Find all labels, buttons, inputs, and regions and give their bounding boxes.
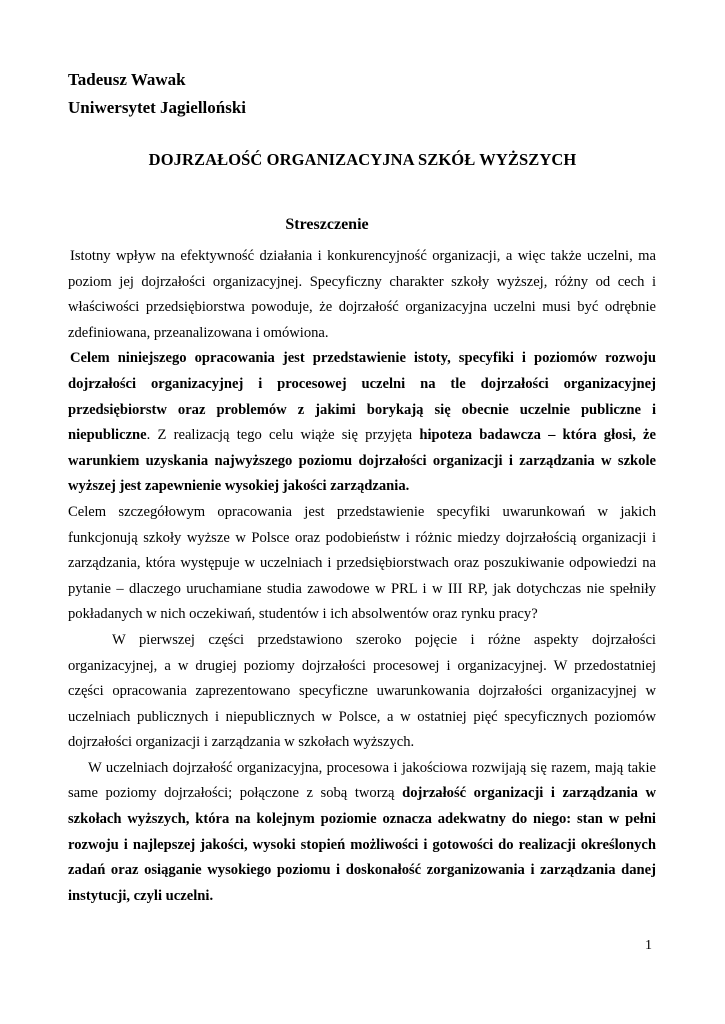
text-segment: Istotny wpływ na efektywność działania i konkurencyjność organizacji, a więc także uczelni, ma poziom jej dojrzałości organizacyjnej. Specyficzny charakter szkoły wyższej, różny od cech i właściwości przedsiębiorstwa powoduje, że dojrzałość organizacyjna uczelni musi być odrębnie zdefiniowana, przeanalizowana i omówiona. [68,248,656,341]
abstract-paragraph [68,628,656,756]
document-title: DOJRZAŁOŚĆ ORGANIZACYJNA SZKÓŁ WYŻSZYCH [148,150,577,169]
abstract-body [68,244,656,909]
text-segment: Celem szczegółowym opracowania jest przedstawienie specyfiki uwarunkowań w jakich funkcjonują szkoły wyższe w Polsce oraz podobieństw i różnic miedzy dojrzałością organizacji i zarządzania, która występuje w uczelniach i przedsiębiorstwach oraz poszukiwanie odpowiedzi na pytanie – dlaczego uruchamiane studia zawodowe w PRL i w III RP, jak dotychczas nie spełniły pokładanych w nich oczekiwań, studentów i ich absolwentów oraz rynku pracy? [68,503,656,623]
abstract-paragraph [68,244,656,346]
author-affiliation: Uniwersytet Jagielloński [68,98,247,117]
page-number: 1 [645,938,652,953]
abstract-paragraph [68,500,656,628]
bold-text-segment: dojrzałość organizacji i zarządzania w szkołach wyższych, która na kolejnym poziomie oznacza adekwatny do niego: stan w pełni rozwoju i najlepszej jakości, wysoki stopień możliwości i gotowości do realizacji określonych zadań oraz osiąganie wysokiego poziomu i doskonałość zorganizowania i zarządzania danej instytucji, czyli uczelni. [68,785,656,904]
text-segment: W uczelniach dojrzałość organizacyjna, procesowa i jakościowa rozwijają się razem, mają takie same poziomy dojrzałości; połączone z sobą tworzą [68,759,656,802]
abstract-paragraph [68,756,656,910]
bold-text-segment: Celem niniejszego opracowania jest przedstawienie istoty, specyfiki i poziomów rozwoju dojrzałości organizacyjnej i procesowej uczelni na tle dojrzałości organizacyjnej przedsiębiorstw oraz problemów z jakimi borykają się obecnie uczelnie publiczne i niepubliczne [68,350,656,444]
text-segment: . Z realizacją tego celu wiąże się przyjęta [146,427,420,444]
text-segment: W pierwszej części przedstawiono szeroko pojęcie i różne aspekty dojrzałości organizacyjnej, a w drugiej poziomy dojrzałości procesowej i organizacyjnej. W przedostatniej części opracowania zaprezentowano specyficzne uwarunkowania dojrzałości organizacyjnej w uczelniach publicznych i niepublicznych w Polsce, a w ostatniej pięć specyficznych poziomów dojrzałości organizacji i zarządzania w szkołach wyższych. [68,631,656,751]
abstract-heading: Streszczenie [285,216,369,233]
bold-text-segment: hipoteza badawcza – która głosi, że warunkiem uzyskania najwyższego poziomu dojrzałości organizacji i zarządzania w szkole wyższej jest zapewnienie wysokiej jakości zarządzania. [68,427,656,495]
abstract-paragraph [68,346,656,500]
author-name: Tadeusz Wawak [68,70,186,89]
